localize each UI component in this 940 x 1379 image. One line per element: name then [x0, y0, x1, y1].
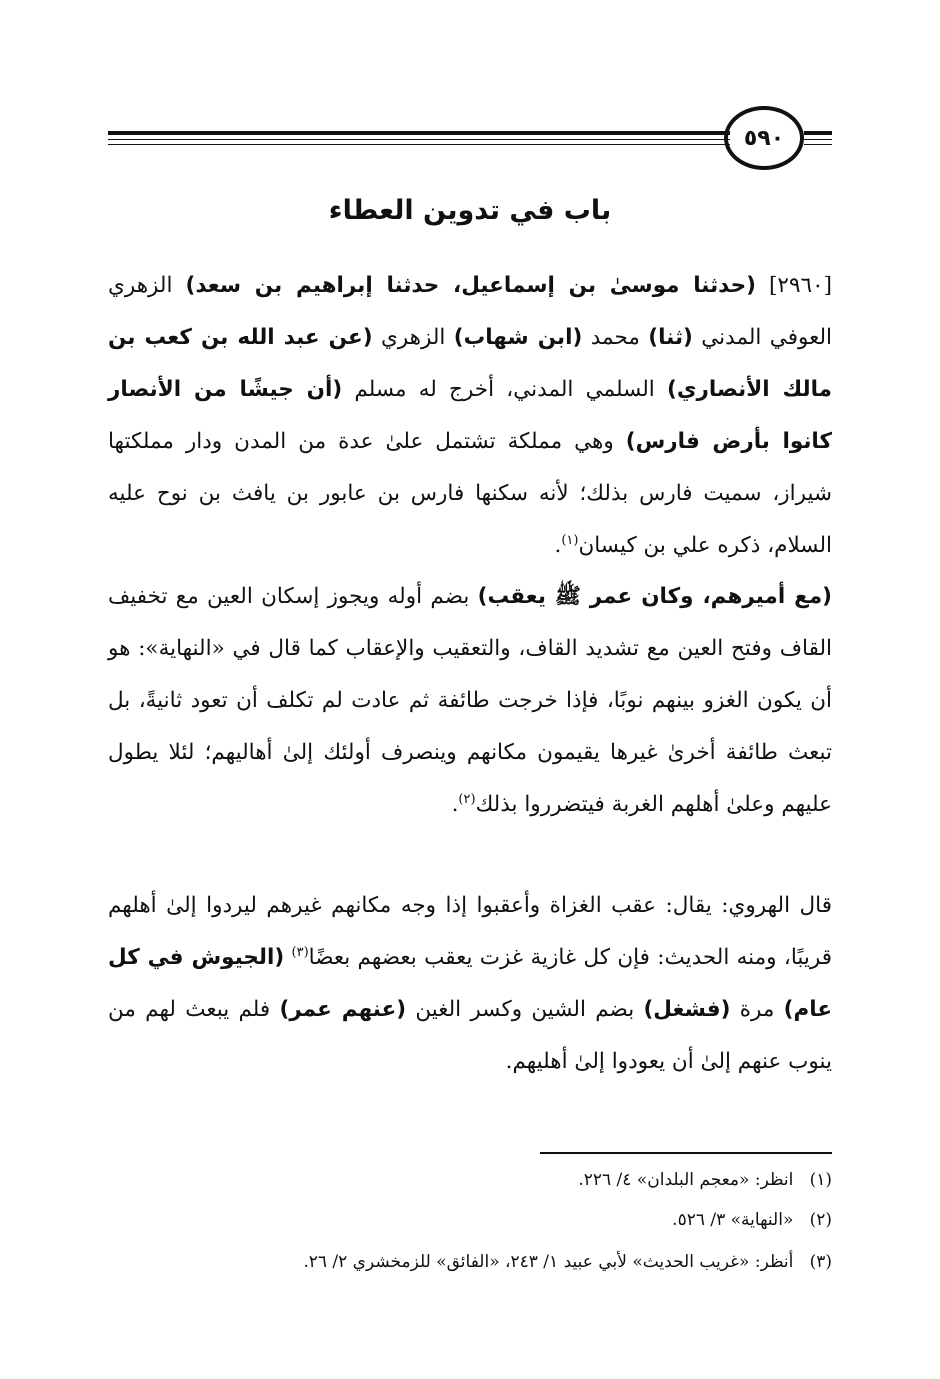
hadith-number: [٢٩٦٠] [755, 273, 832, 298]
commentary-text: بضم أوله ويجوز إسكان العين مع تخفيف القاف وفتح العين مع تشديد القاف، والتعقيب والإعقاب كما قال في «النهاية»: هو أن يكون الغزو بينهم نوبًا، فإذا خرجت طائفة ثم عادت لم تكلف أن تعود ثانيةً، بل تبعث طائفة أخرىٰ غيرها يقيمون مكانهم وينصرف أولئك إلىٰ أهاليهم؛ لئلا يطول عليهم وعلىٰ أهلهم الغربة فيتضرروا بذلك [108, 584, 832, 817]
hadith-text: (ابن شهاب) [453, 325, 583, 350]
commentary-text: الزهري [372, 325, 454, 350]
footnote-text: أنظر: «غريب الحديث» لأبي عبيد ١/ ٢٤٣، «الفائق» للزمخشري ٢/ ٢٦. [303, 1252, 794, 1272]
commentary-text: فلم يبعث لهم من ينوب عنهم إلىٰ أن يعودوا إلىٰ أهليهم. [108, 997, 832, 1074]
header-rule [804, 139, 832, 140]
footnote-ref: (٣) [291, 944, 309, 960]
footnote-divider [540, 1152, 832, 1154]
paragraph [108, 571, 832, 831]
footnote [108, 1250, 832, 1274]
header-rule [108, 131, 730, 135]
footnote-text: انظر: «معجم البلدان» ٤/ ٢٢٦. [578, 1170, 794, 1190]
page-number: ٥٩٠ [724, 106, 804, 170]
hadith-text: (مع أميرهم، وكان عمر ﷺ يعقب) [477, 584, 832, 609]
hadith-text: (عنهم عمر) [279, 997, 407, 1022]
footnote-ref: (٢) [458, 791, 476, 807]
commentary-text: مرة [730, 997, 784, 1022]
hadith-text: (حدثنا موسىٰ بن إسماعيل، حدثنا إبراهيم بن سعد) [185, 273, 756, 298]
footnote-text: «النهاية» ٣/ ٥٢٦. [672, 1210, 794, 1230]
commentary-text: بضم الشين وكسر الغين [406, 997, 644, 1022]
commentary-text: السلمي المدني، أخرج له مسلم [342, 377, 668, 402]
footnote [108, 1208, 832, 1232]
header-rule [108, 139, 730, 140]
chapter-title: باب في تدوين العطاء [328, 195, 612, 226]
commentary-text: قال الهروي: يقال: عقب الغزاة وأعقبوا إذا وجه مكانهم غيرهم ليردوا إلىٰ أهلهم قريبًا، ومنه الحديث: فإن كل غازية غزت يعقب بعضهم بعضًا [108, 893, 832, 970]
hadith-text: (ثنا) [648, 325, 693, 350]
commentary-text: . [451, 792, 459, 817]
hadith-text: (الجيوش في كل عام) [108, 945, 832, 1022]
footnote-number: (٢) [809, 1210, 832, 1230]
footnote-number: (١) [809, 1170, 832, 1190]
footnote-ref: (١) [561, 532, 579, 548]
header-rule [108, 144, 730, 145]
hadith-text: (عن عبد الله بن كعب بن مالك الأنصاري) [108, 325, 832, 402]
commentary-text: الزهري العوفي المدني [108, 273, 833, 350]
header-rule [804, 131, 832, 135]
paragraph [108, 260, 832, 572]
paragraph [108, 880, 832, 1088]
header-rule [804, 144, 832, 145]
footnote-number: (٣) [809, 1252, 832, 1272]
commentary-text: وهي مملكة تشتمل علىٰ عدة من المدن ودار مملكتها شيراز، سميت فارس بذلك؛ لأنه سكنها فارس بن عابور بن يافث بن نوح عليه السلام، ذكره علي بن كيسان [108, 429, 832, 558]
footnote [108, 1168, 832, 1192]
hadith-text: (فشغل) [643, 997, 731, 1022]
commentary-text [284, 945, 291, 970]
commentary-text: . [554, 533, 562, 558]
commentary-text: محمد [582, 325, 649, 350]
hadith-text: (أن جيشًا من الأنصار كانوا بأرض فارس) [108, 377, 832, 454]
